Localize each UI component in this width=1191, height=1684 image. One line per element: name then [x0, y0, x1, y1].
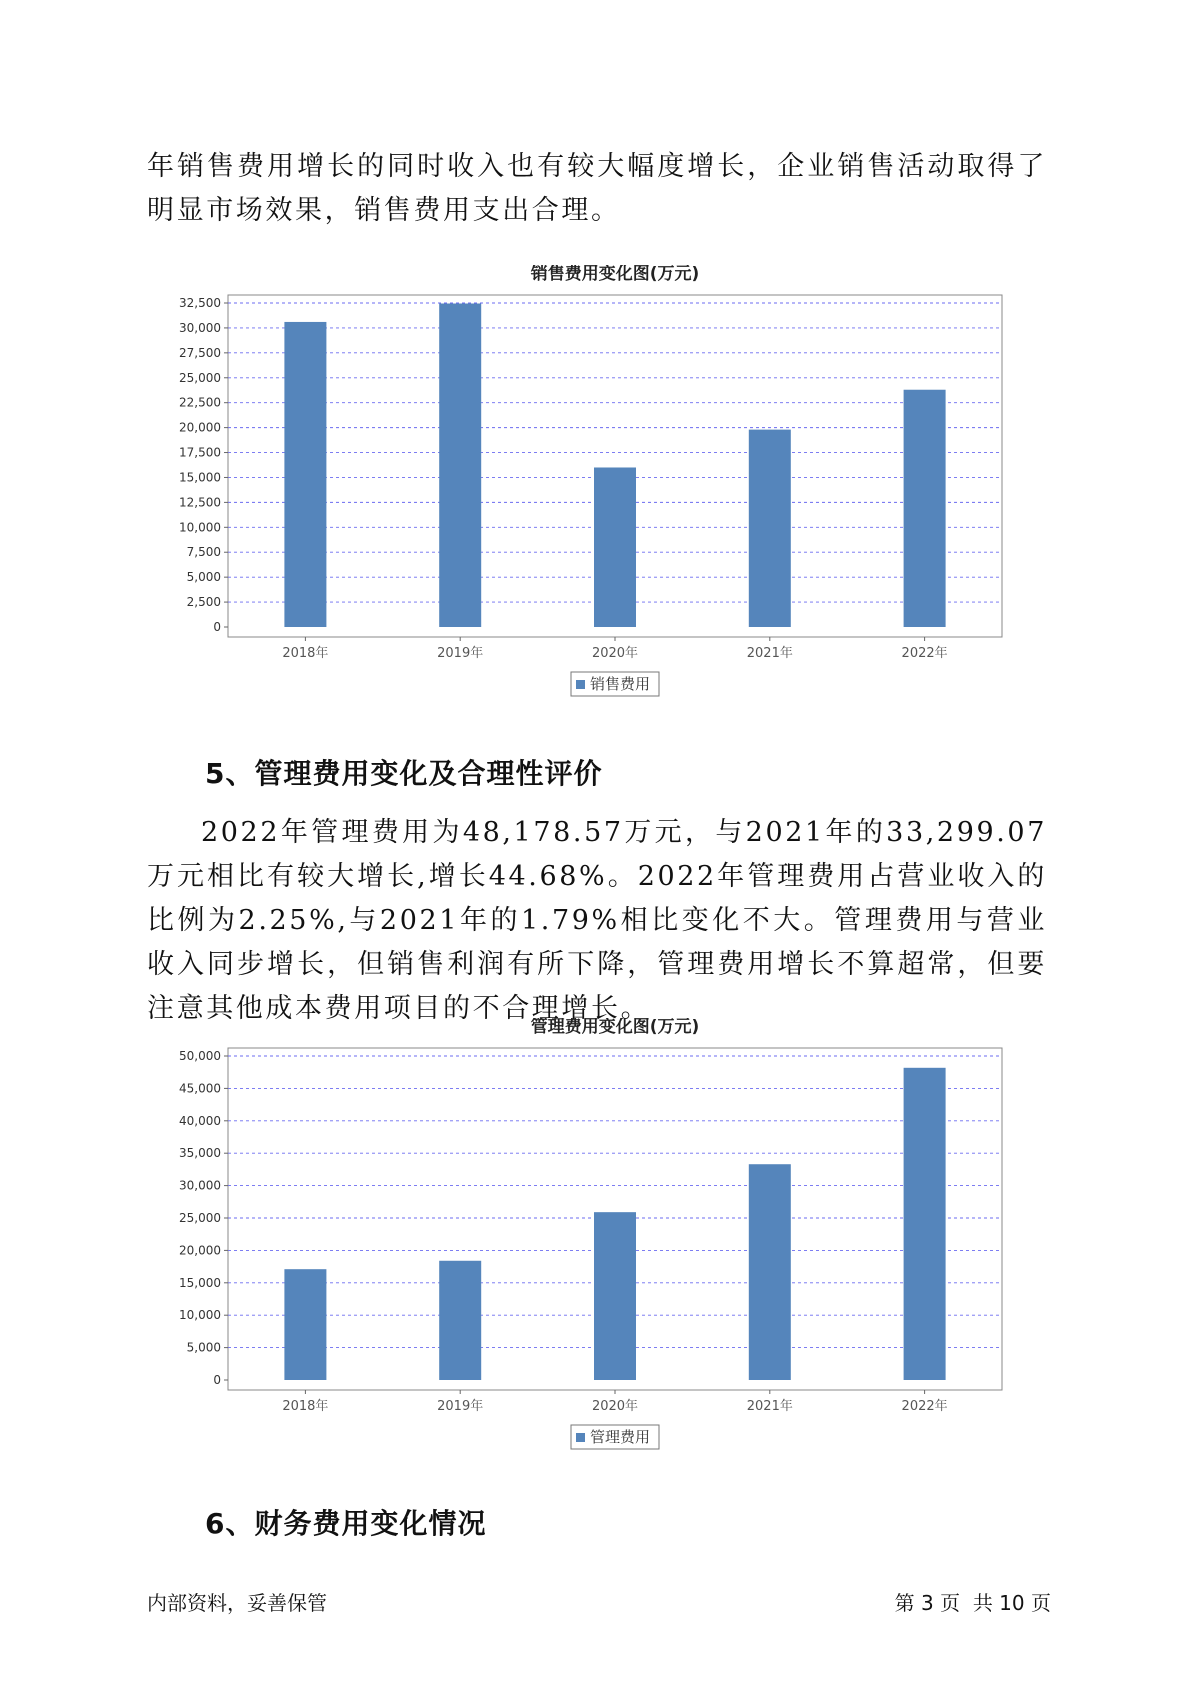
sales-chart-ytick-label: 22,500	[179, 395, 221, 410]
sales-chart-legend	[571, 672, 659, 696]
sales-chart-legend-swatch	[576, 680, 585, 689]
admin-chart-legend	[571, 1425, 659, 1449]
admin-chart-ytick-label: 35,000	[179, 1146, 221, 1161]
admin-chart-ytick-label: 50,000	[179, 1049, 221, 1063]
admin-chart-bar	[594, 1212, 636, 1380]
section6-heading: 6、财务费用变化情况	[205, 1507, 487, 1540]
sales-chart-bar	[284, 322, 326, 627]
sales-chart-ytick-label: 10,000	[179, 520, 221, 535]
admin-chart-xtick-label: 2021年	[746, 1399, 793, 1414]
admin-chart-legend-label: 管理费用	[590, 1428, 651, 1446]
sales-chart-ytick-label: 5,000	[186, 570, 221, 585]
admin-chart-bar	[439, 1261, 481, 1380]
sales-chart-title: 销售费用变化图(万元)	[530, 265, 700, 284]
admin-chart-ytick-label: 20,000	[179, 1243, 221, 1258]
section5-paragraph: 2022年管理费用为48,178.57万元，与2021年的33,299.07万元相比有较大增长,增长44.68%。2022年管理费用占营业收入的比例为2.25%,与2021年的1.79%相比变化不大。管理费用与营业收入同步增长，但销售利润有所下降，管理费用增长不算超常，但要注意其他成本费用项目的不合理增长。	[147, 817, 1047, 1024]
footer-confidential: 内部资料，妥善保管	[147, 1591, 327, 1615]
sales-expense-chart-svg	[140, 265, 1040, 720]
sales-chart-bar	[439, 303, 481, 627]
admin-chart-ytick-label: 30,000	[179, 1178, 221, 1193]
intro-paragraph: 年销售费用增长的同时收入也有较大幅度增长，企业销售活动取得了明显市场效果，销售费用支出合理。	[147, 151, 1047, 226]
sales-chart-ytick-label: 2,500	[186, 595, 221, 610]
sales-chart-bar	[749, 430, 791, 627]
admin-chart-xtick-label: 2019年	[437, 1399, 484, 1414]
admin-expense-chart-svg	[140, 1018, 1040, 1473]
sales-chart-xtick-label: 2020年	[591, 646, 639, 661]
sales-chart-ytick-label: 15,000	[179, 470, 221, 485]
sales-chart-legend-label: 销售费用	[590, 675, 651, 693]
sales-chart-ytick-label: 12,500	[179, 495, 221, 510]
sales-chart-bar	[594, 467, 636, 627]
section5-heading: 5、管理费用变化及合理性评价	[205, 757, 603, 790]
admin-chart-xtick-label: 2018年	[282, 1399, 329, 1414]
admin-chart-bar	[749, 1164, 791, 1380]
admin-chart-ytick-label: 10,000	[179, 1308, 221, 1323]
sales-chart-xtick-label: 2022年	[901, 646, 948, 661]
footer-page-number: 第 3 页 共 10 页	[894, 1591, 1051, 1615]
sales-chart-xtick-label: 2021年	[746, 646, 793, 661]
admin-chart-bar	[904, 1068, 946, 1380]
admin-chart-xtick-label: 2022年	[901, 1399, 948, 1414]
sales-chart-bar	[904, 390, 946, 627]
admin-chart-bar	[284, 1269, 326, 1380]
admin-chart-ytick-label: 45,000	[179, 1081, 221, 1096]
sales-chart-ytick-label: 25,000	[179, 370, 221, 385]
admin-chart-ytick-label: 0	[213, 1373, 221, 1387]
admin-chart-legend-swatch	[576, 1433, 585, 1442]
sales-chart-ytick-label: 32,500	[179, 296, 221, 310]
admin-chart-ytick-label: 15,000	[179, 1275, 221, 1290]
sales-chart-ytick-label: 17,500	[179, 445, 221, 460]
sales-chart-xtick-label: 2018年	[282, 646, 329, 661]
admin-chart-ytick-label: 25,000	[179, 1211, 221, 1225]
admin-chart-title: 管理费用变化图(万元)	[530, 1018, 700, 1037]
sales-chart-ytick-label: 7,500	[186, 545, 221, 560]
sales-chart-ytick-label: 20,000	[179, 420, 221, 435]
admin-chart-ytick-label: 40,000	[179, 1113, 221, 1128]
sales-chart-ytick-label: 27,500	[179, 345, 221, 360]
sales-chart-ytick-label: 0	[213, 620, 221, 634]
sales-chart-ytick-label: 30,000	[179, 320, 221, 335]
sales-expense-chart	[140, 265, 1040, 720]
admin-expense-chart	[140, 1018, 1040, 1473]
admin-chart-xtick-label: 2020年	[591, 1399, 639, 1414]
sales-chart-xtick-label: 2019年	[437, 646, 484, 661]
admin-chart-ytick-label: 5,000	[186, 1340, 221, 1355]
